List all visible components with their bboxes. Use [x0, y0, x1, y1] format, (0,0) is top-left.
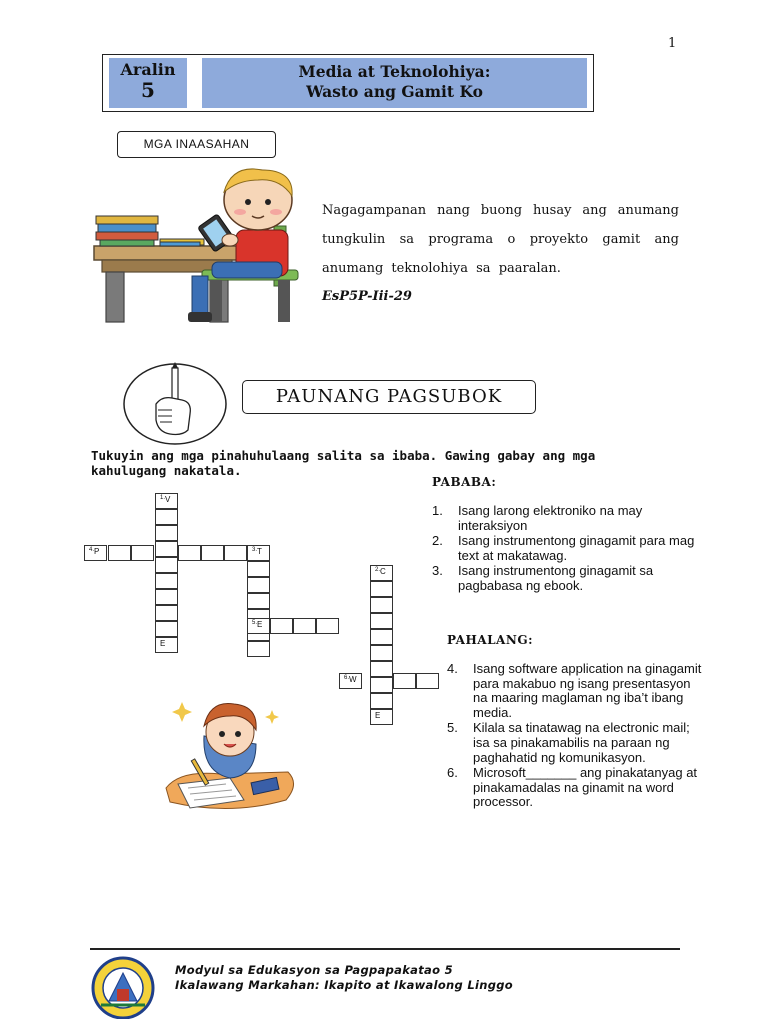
clue-number-label: 2.	[375, 567, 381, 573]
crossword-cell[interactable]: $^{6.}$W	[339, 673, 362, 689]
crossword-cell[interactable]: $^{3.}$T	[247, 545, 270, 561]
crossword-cell[interactable]	[224, 545, 247, 561]
crossword-cell[interactable]	[416, 673, 439, 689]
student-with-tablet-illustration	[92, 166, 314, 326]
crossword-cell[interactable]	[370, 581, 393, 597]
crossword-cell[interactable]	[370, 661, 393, 677]
down-clues-heading: PABABA:	[432, 475, 497, 489]
crossword-cell[interactable]: $^{4.}$P	[84, 545, 107, 561]
clue-text: Microsoft_______ ang pinakatanyag at pinakamadalas na ginamit na word processor.	[473, 765, 698, 810]
crossword-cell[interactable]	[370, 613, 393, 629]
crossword-cell[interactable]	[155, 621, 178, 637]
instructions: Tukuyin ang mga pinahuhulaang salita sa ibaba. Gawing gabay ang mga kahulugang nakatala.	[91, 448, 596, 478]
expectations-label: MGA INAASAHAN	[117, 131, 276, 158]
crossword-cell[interactable]	[247, 577, 270, 593]
objective-text: Nagagampanan nang buong husay ang anumang tungkulin sa programa o proyekto gamit ang anumang teknolohiya sa paaralan.	[322, 203, 679, 276]
footer-divider	[90, 948, 680, 950]
clue-item	[447, 662, 707, 720]
crossword-cell[interactable]	[155, 541, 178, 557]
footer-line1: Modyul sa Edukasyon sa Pagpapakatao 5	[175, 963, 453, 977]
clue-text: Isang larong elektroniko na may interaksiyon	[458, 503, 643, 533]
crossword-cell[interactable]	[178, 545, 201, 561]
clue-number: 6.	[447, 765, 458, 781]
crossword-cell[interactable]	[201, 545, 224, 561]
clue-number: 2.	[432, 533, 443, 549]
crossword-cell[interactable]	[370, 597, 393, 613]
clue-item	[447, 766, 707, 810]
competency-code: EsP5P-Iii-29	[322, 289, 412, 304]
clue-text: Isang instrumentong ginagamit para mag text at makatawag.	[458, 533, 695, 563]
lesson-title-line2: Wasto ang Gamit Ko	[306, 82, 483, 101]
crossword-cell[interactable]	[247, 561, 270, 577]
division-seal-logo	[83, 955, 169, 1019]
crossword-cell[interactable]	[370, 693, 393, 709]
crossword-cell[interactable]	[370, 677, 393, 693]
clue-number: 1.	[432, 503, 443, 518]
crossword-cell[interactable]: $^{5.}$E	[247, 618, 270, 634]
clue-number-label: 1.	[160, 495, 166, 501]
crossword-cell[interactable]	[316, 618, 339, 634]
student-writing-illustration	[160, 692, 300, 818]
clue-text: Isang instrumentong ginagamit sa pagbabasa ng ebook.	[458, 563, 654, 593]
clue-number: 3.	[432, 563, 443, 579]
crossword-cell[interactable]	[108, 545, 131, 561]
clue-number-label: 3.	[252, 547, 258, 553]
clue-item	[432, 534, 712, 563]
crossword-cell[interactable]	[155, 589, 178, 605]
pretest-label: PAUNANG PAGSUBOK	[242, 380, 536, 414]
footer-text	[175, 963, 513, 993]
crossword-cell[interactable]	[393, 673, 416, 689]
crossword-cell[interactable]: E	[370, 709, 393, 725]
clue-number: 5.	[447, 720, 458, 736]
hand-with-pencil-icon	[122, 362, 228, 446]
clue-number-label: 6.	[344, 675, 350, 681]
across-clues-heading: PAHALANG:	[447, 633, 534, 647]
crossword-cell[interactable]	[155, 557, 178, 573]
crossword-cell[interactable]	[247, 641, 270, 657]
crossword-cell[interactable]: $^{2.}$C	[370, 565, 393, 581]
crossword-cell[interactable]: $^{1.}$V	[155, 493, 178, 509]
clue-number: 4.	[447, 661, 458, 676]
crossword-cell[interactable]	[370, 645, 393, 661]
crossword-cell[interactable]	[155, 605, 178, 621]
lesson-title-line1: Media at Teknolohiya:	[298, 62, 491, 81]
crossword-cell[interactable]	[370, 629, 393, 645]
lesson-label: Aralin	[120, 60, 176, 79]
crossword-cell[interactable]	[155, 573, 178, 589]
clue-number-label: 4.	[89, 547, 95, 553]
crossword-cell[interactable]: E	[155, 637, 178, 653]
crossword-cell[interactable]	[155, 525, 178, 541]
clue-number-label: 5.	[252, 620, 258, 626]
lesson-title	[202, 58, 587, 108]
across-clues-list	[447, 662, 707, 811]
clue-item	[432, 504, 712, 533]
down-clues-list	[432, 504, 712, 595]
crossword-cell[interactable]	[131, 545, 154, 561]
lesson-number-box	[109, 58, 187, 108]
lesson-number: 5	[141, 78, 155, 102]
clue-text: Kilala sa tinatawag na electronic mail; isa sa pinakamabilis na paraan ng paghahatid ng komunikasyon.	[473, 720, 690, 765]
crossword-cell[interactable]	[155, 509, 178, 525]
crossword-cell[interactable]	[270, 618, 293, 634]
clue-item	[432, 564, 712, 593]
page-number: 1	[668, 36, 677, 51]
footer-line2: Ikalawang Markahan: Ikapito at Ikawalong Linggo	[175, 978, 513, 992]
clue-item	[447, 721, 707, 765]
crossword-cell[interactable]	[247, 593, 270, 609]
crossword-cell[interactable]	[293, 618, 316, 634]
clue-text: Isang software application na ginagamit para makabuo ng isang presentasyon na maaring maglaman ng iba’t ibang media.	[473, 661, 702, 720]
